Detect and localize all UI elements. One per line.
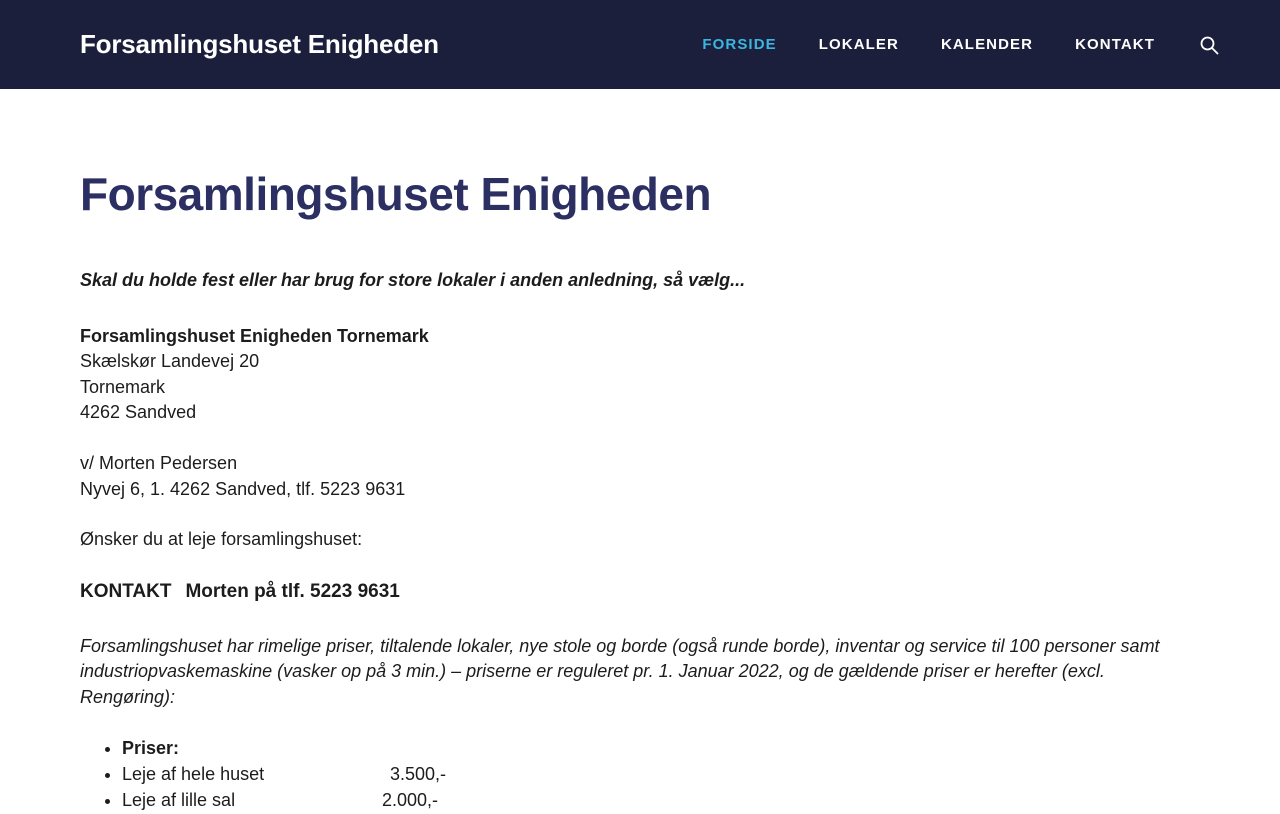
contact-person-line-1: v/ Morten Pedersen	[80, 452, 238, 473]
list-item	[122, 736, 1200, 762]
contact-cta-label: KONTAKT	[80, 580, 172, 602]
price-label: Leje af hele huset	[122, 764, 265, 785]
page-title: Forsamlingshuset Enigheden	[80, 168, 712, 220]
nav-item-forside[interactable]: FORSIDE	[702, 36, 777, 53]
venue-address-line-1: Skælskør Landevej 20	[80, 351, 260, 372]
main-content	[0, 89, 1280, 814]
price-list	[80, 736, 1200, 814]
price-value: 2.000,-	[382, 790, 439, 811]
price-value: 3.500,-	[390, 764, 447, 785]
search-icon[interactable]	[1198, 34, 1220, 56]
venue-name: Forsamlingshuset Enigheden Tornemark	[80, 325, 429, 346]
nav-item-kalender[interactable]: KALENDER	[940, 36, 1034, 53]
list-item	[122, 788, 1200, 814]
price-label: Leje af lille sal	[122, 790, 236, 811]
site-header	[0, 0, 1280, 89]
rent-question: Ønsker du at leje forsamlingshuset:	[80, 529, 363, 550]
price-label: Priser:	[122, 738, 180, 759]
venue-address-line-3: 4262 Sandved	[80, 402, 197, 423]
contact-cta-value: Morten på tlf. 5223 9631	[185, 580, 400, 602]
venue-description: Forsamlingshuset har rimelige priser, tiltalende lokaler, nye stole og borde (også runde borde), inventar og service til 100 personer samt industriopvaskemaskine (vasker op på 3 min.) – priserne er reguleret pr. 1. Januar 2022, og de gældende priser er herefter (excl. Rengøring):	[80, 635, 1160, 707]
nav-item-kontakt[interactable]: KONTAKT	[1075, 36, 1155, 53]
list-item	[122, 762, 1200, 788]
venue-address-line-2: Tornemark	[80, 376, 166, 397]
nav-item-lokaler[interactable]: LOKALER	[818, 36, 899, 53]
contact-cta	[80, 579, 1200, 606]
primary-navigation	[681, 34, 1220, 56]
lead-paragraph: Skal du holde fest eller har brug for store lokaler i anden anledning, så vælg...	[80, 269, 746, 290]
site-title: Forsamlingshuset Enigheden	[80, 29, 439, 59]
contact-person-line-2: Nyvej 6, 1. 4262 Sandved, tlf. 5223 9631	[80, 478, 406, 499]
